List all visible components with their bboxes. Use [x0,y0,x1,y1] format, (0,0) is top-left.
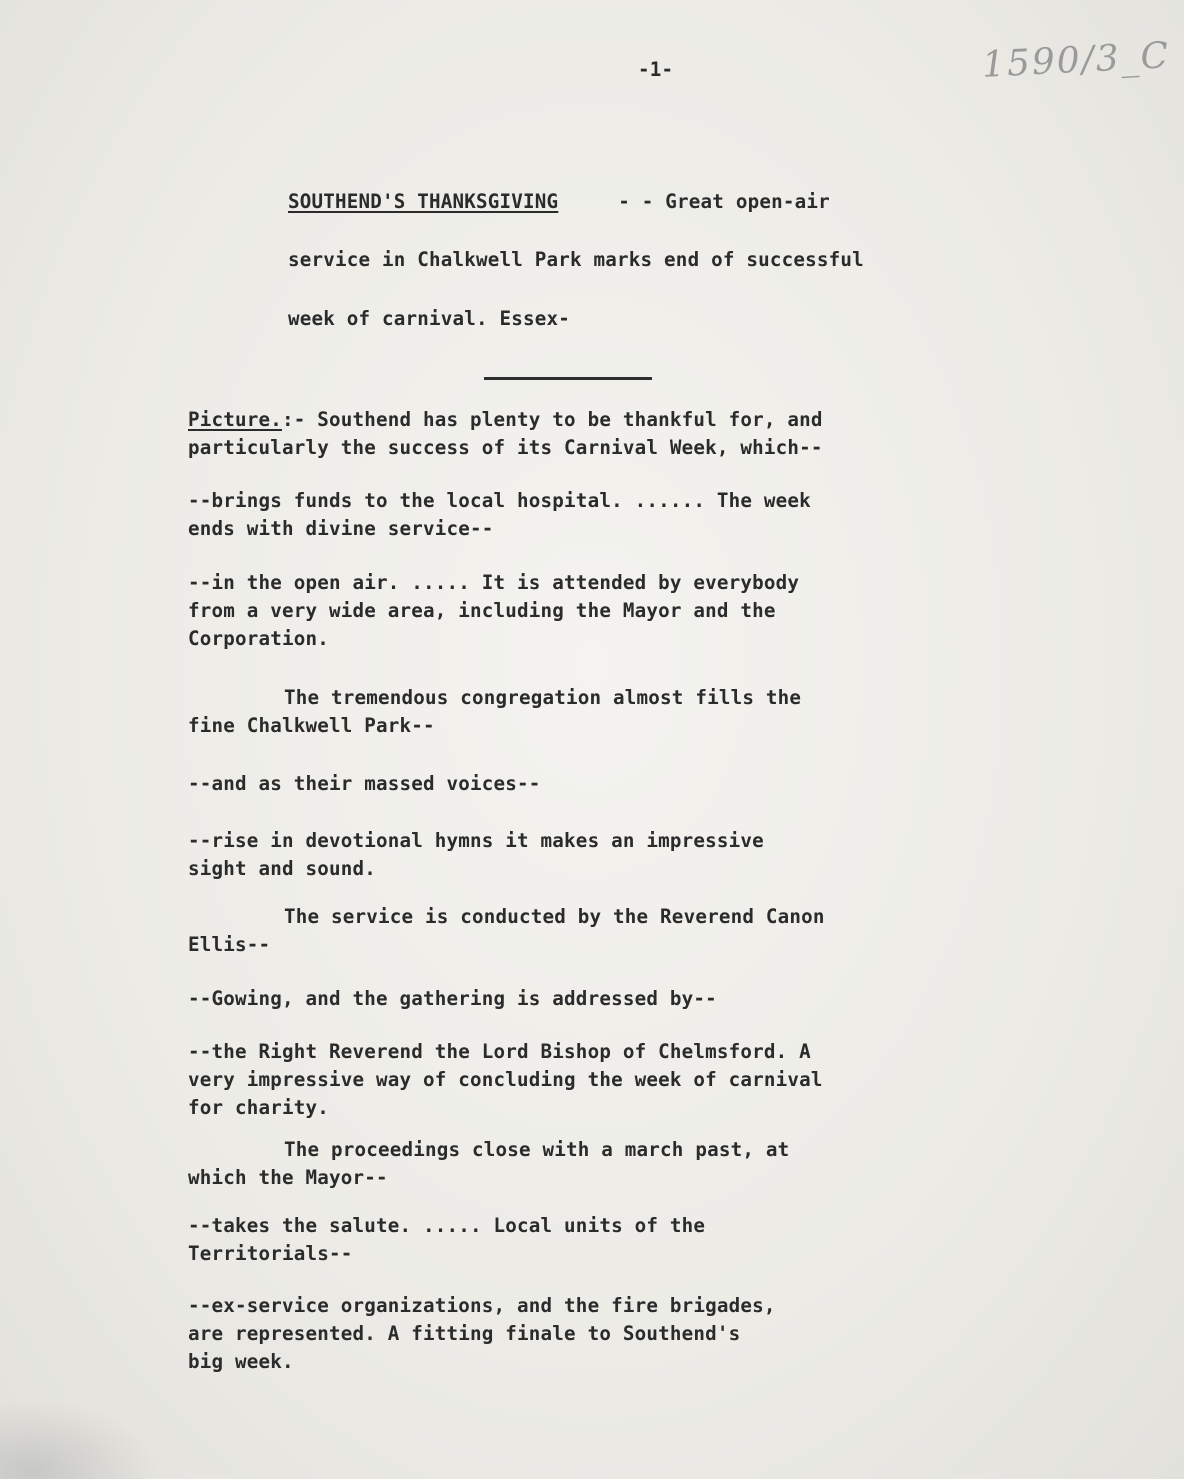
section-divider [484,377,652,380]
body-line-18: for charity. [188,1096,330,1119]
body-line-20: which the Mayor-- [188,1166,388,1189]
body-line-11: --rise in devotional hymns it makes an impressive [188,829,764,852]
body-line-7: Corporation. [188,627,330,650]
body-line-14: Ellis-- [188,933,271,956]
body-line-16: --the Right Reverend the Lord Bishop of Chelmsford. A [188,1040,811,1063]
body-line-6: from a very wide area, including the Mayor and the [188,599,776,622]
title-underlined: SOUTHEND'S THANKSGIVING [288,190,559,213]
handwritten-archive-number: 1590/3_C [981,35,1172,86]
body-line-12: sight and sound. [188,857,377,880]
body-line-19: The proceedings close with a march past, at [284,1138,790,1161]
body-line-23: --ex-service organizations, and the fire brigades, [188,1294,776,1317]
body-line-9: fine Chalkwell Park-- [188,714,435,737]
body-line-24: are represented. A fitting finale to Southend's [188,1322,741,1345]
page-number: -1- [638,58,674,81]
picture-label: Picture. [188,408,283,431]
body-line-4: ends with divine service-- [188,517,494,540]
paper-smudge [0,1399,160,1479]
body-line-8: The tremendous congregation almost fills the [284,686,802,709]
body-line-10: --and as their massed voices-- [188,772,541,795]
title-line-1-rest: - - Great open-air [618,190,830,213]
body-line-3: --brings funds to the local hospital. ...... The week [188,489,811,512]
body-line-1 [188,408,823,431]
body-line-2: particularly the success of its Carnival Week, which-- [188,436,823,459]
title-line-1 [288,190,830,213]
body-line-22: Territorials-- [188,1242,353,1265]
title-line-3: week of carnival. Essex- [288,307,571,330]
title-line-2: service in Chalkwell Park marks end of successful [288,248,864,271]
body-line-5: --in the open air. ..... It is attended by everybody [188,571,800,594]
body-line-15: --Gowing, and the gathering is addressed by-- [188,987,717,1010]
body-line-17: very impressive way of concluding the week of carnival [188,1068,823,1091]
body-line-21: --takes the salute. ..... Local units of the [188,1214,706,1237]
body-line-13: The service is conducted by the Reverend Canon [284,905,825,928]
body-line-25: big week. [188,1350,294,1373]
body-line-1-text: :- Southend has plenty to be thankful for, and [282,408,823,431]
